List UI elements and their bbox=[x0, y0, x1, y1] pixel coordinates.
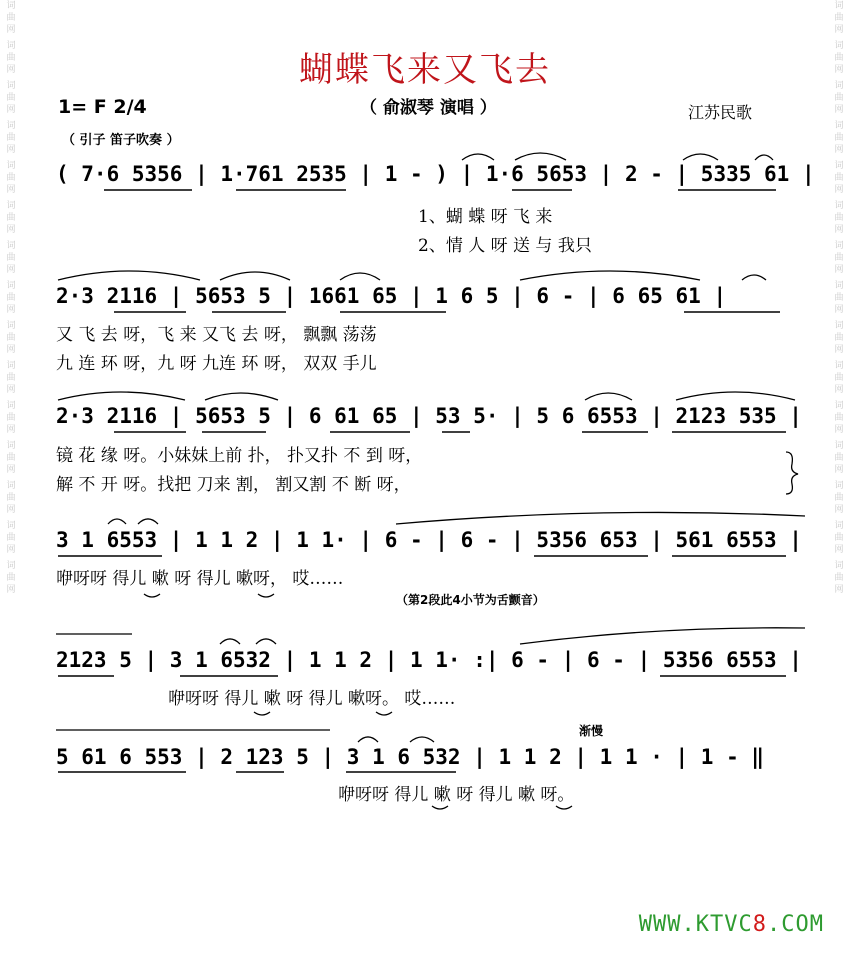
score-line-4-notes: 3 1 6553 | 1 1 2 | 1 1· | 6 - | 6 - | 5356 653 | 561 6553 | bbox=[56, 528, 802, 552]
singer-credit: （ 俞淑琴 演唱 ） bbox=[360, 98, 497, 118]
site-url-part-2: 8 bbox=[752, 912, 768, 937]
score-line-5-lyric-1: 咿呀呀 得儿 嗽 呀 得儿 嗽呀。 哎…… bbox=[168, 689, 456, 709]
watermark-text: 词 曲 网 bbox=[834, 281, 844, 315]
watermark-text: 词 曲 网 bbox=[6, 281, 16, 315]
watermark-text: 词 曲 网 bbox=[6, 321, 16, 355]
watermark-text: 词 曲 网 bbox=[834, 441, 844, 475]
score-line-5-notes: 2123 5 | 3 1 6532 | 1 1 2 | 1 1· :| 6 - | 6 - | 5356 6553 | bbox=[56, 648, 802, 672]
score-line-4-lyric-1: 咿呀呀 得儿 嗽 呀 得儿 嗽呀， 哎…… bbox=[56, 569, 344, 589]
song-origin: 江苏民歌 bbox=[688, 103, 753, 122]
watermark-text: 词 曲 网 bbox=[834, 321, 844, 355]
watermark-text: 词 曲 网 bbox=[834, 361, 844, 395]
watermark-text: 词 曲 网 bbox=[6, 241, 16, 275]
watermark-text: 词 曲 网 bbox=[6, 201, 16, 235]
watermark-text: 词 曲 网 bbox=[6, 441, 16, 475]
watermark-text: 词 曲 网 bbox=[834, 201, 844, 235]
watermark-text: 词 曲 网 bbox=[834, 401, 844, 435]
score-line-1-lyric-2: 2、情 人 呀 送 与 我只 bbox=[418, 236, 592, 256]
watermark-text: 词 曲 网 bbox=[834, 561, 844, 595]
tempo-marking: 渐慢 bbox=[579, 724, 604, 738]
watermark-text: 词 曲 网 bbox=[834, 1, 844, 35]
score-line-3-lyric-1: 镜 花 缘 呀。小妹妹上前 扑， 扑又扑 不 到 呀， bbox=[56, 446, 423, 466]
site-url-part-1: WWW.KTVC bbox=[638, 912, 753, 937]
watermark-text: 词 曲 网 bbox=[6, 81, 16, 115]
watermark-text: 词 曲 网 bbox=[6, 561, 16, 595]
score-line-2-lyric-1: 又 飞 去 呀，飞 来 又飞 去 呀， 飘飘 荡荡 bbox=[56, 325, 377, 345]
watermark-text: 词 曲 网 bbox=[6, 481, 16, 515]
watermark-text: 词 曲 网 bbox=[834, 121, 844, 155]
watermark-text: 词 曲 网 bbox=[834, 481, 844, 515]
watermark-text: 词 曲 网 bbox=[6, 401, 16, 435]
song-title: 蝴蝶飞来又飞去 bbox=[299, 50, 551, 90]
score-line-3-notes: 2·3 2116 | 5653 5 | 6 61 65 | 53 5· | 5 6 6553 | 2123 535 | bbox=[56, 404, 802, 428]
site-url-part-3: .COM bbox=[767, 912, 824, 937]
score-line-6-notes: 5 61 6 553 | 2 123 5 | 3 1 6 532 | 1 1 2 | 1 1 · | 1 - ‖ bbox=[56, 745, 765, 769]
watermark-text: 词 曲 网 bbox=[834, 161, 844, 195]
score-line-2-notes: 2·3 2116 | 5653 5 | 1661 65 | 1 6 5 | 6 - | 6 65 61 | bbox=[56, 284, 727, 308]
watermark-text: 词 曲 网 bbox=[6, 121, 16, 155]
watermark-text: 词 曲 网 bbox=[6, 521, 16, 555]
watermark-text: 词 曲 网 bbox=[6, 361, 16, 395]
watermark-text: 词 曲 网 bbox=[834, 521, 844, 555]
key-signature: 1= F 2/4 bbox=[58, 96, 147, 118]
watermark-text: 词 曲 网 bbox=[6, 161, 16, 195]
watermark-text: 词 曲 网 bbox=[6, 1, 16, 35]
score-line-1-lyric-1: 1、蝴 蝶 呀 飞 来 bbox=[418, 207, 553, 227]
watermark-text: 词 曲 网 bbox=[834, 241, 844, 275]
watermark-text: 词 曲 网 bbox=[834, 41, 844, 75]
score-annotation: （第2段此4小节为舌颤音） bbox=[396, 593, 545, 607]
score-line-3-lyric-2: 解 不 开 呀。找把 刀来 割， 割又割 不 断 呀， bbox=[56, 475, 411, 495]
watermark-text: 词 曲 网 bbox=[834, 81, 844, 115]
score-line-1-notes: ( 7·6 5356 | 1·761 2535 | 1 - ) | 1·6 5653 | 2 - | 5335 61 | bbox=[56, 162, 815, 186]
watermark-text: 词 曲 网 bbox=[6, 41, 16, 75]
intro-note: （ 引子 笛子吹奏 ） bbox=[62, 133, 180, 148]
score-line-6-lyric-1: 咿呀呀 得儿 嗽 呀 得儿 嗽 呀。 bbox=[338, 785, 575, 805]
score-line-2-lyric-2: 九 连 环 呀，九 呀 九连 环 呀， 双双 手儿 bbox=[56, 354, 377, 374]
